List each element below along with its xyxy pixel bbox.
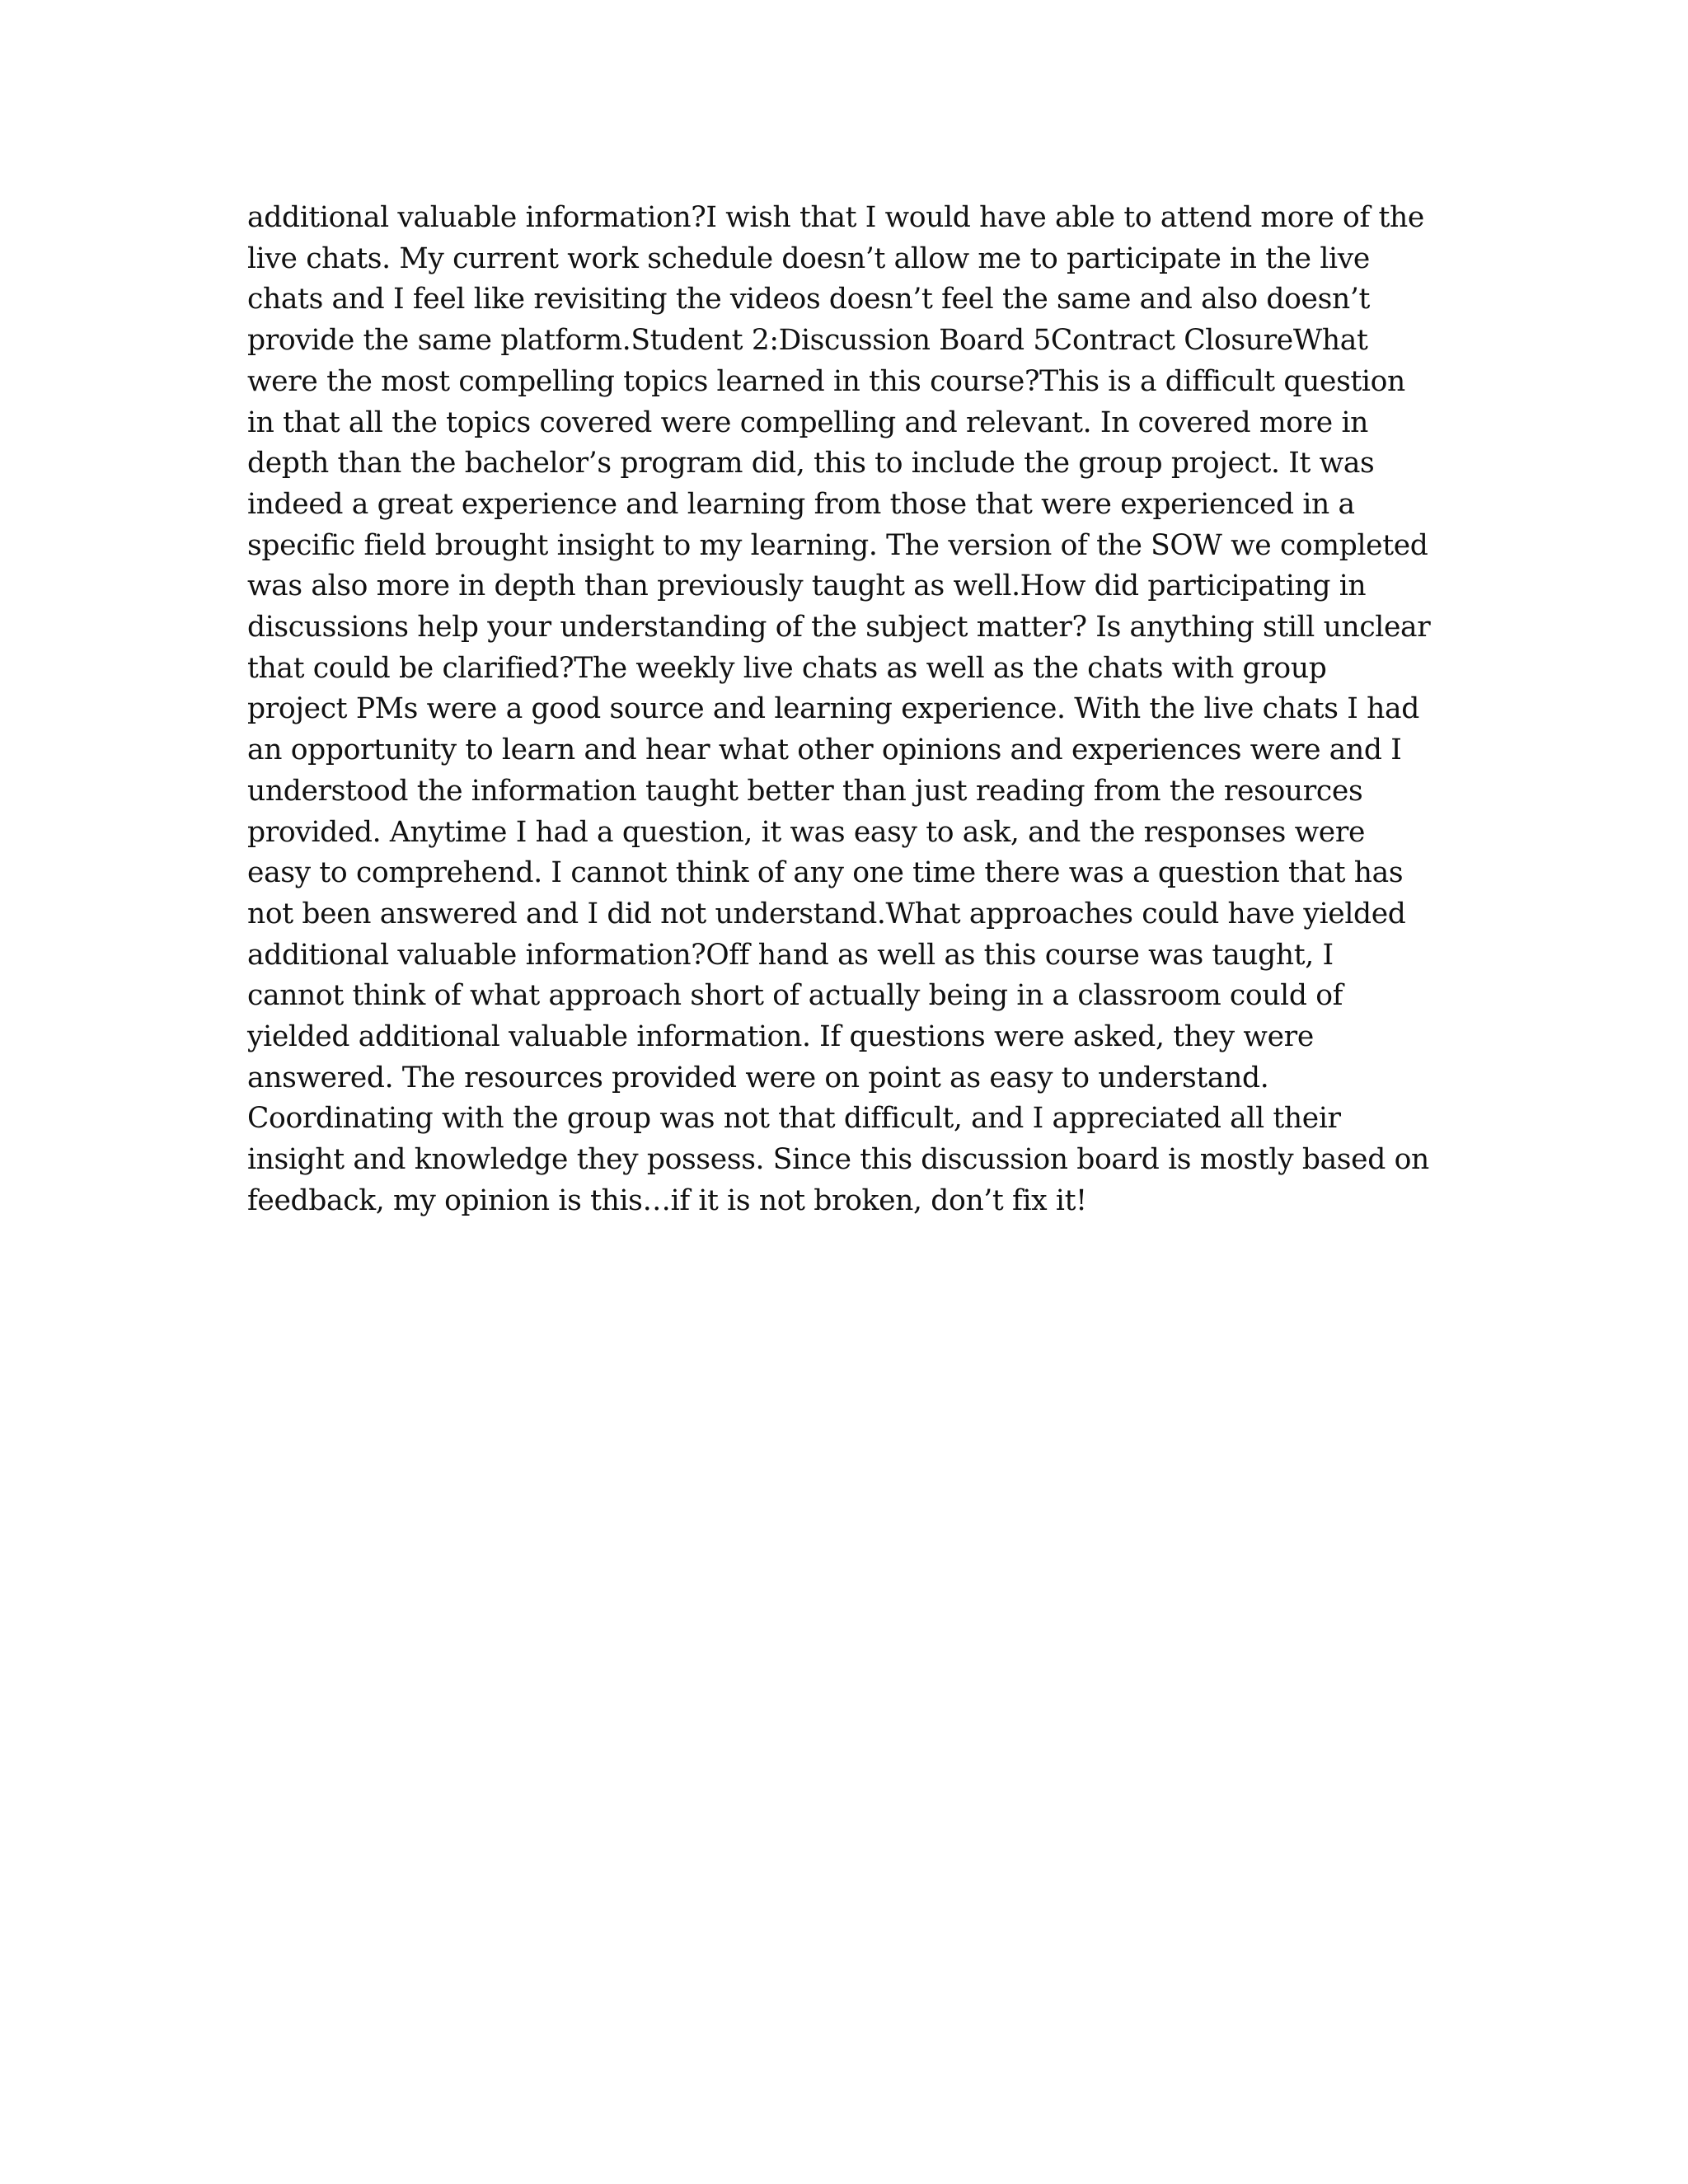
body-paragraph: additional valuable information?I wish that I would have able to attend more of the live chats. My current work schedule doesn’t allow me to participate in the live chats and I feel like revisiting the videos doesn’t feel the same and also doesn’t provide the same platform.Student 2:Discussion Board 5Contract ClosureWhat were the most compelling topics learned in this course?This is a difficult question in that all the topics covered were compelling and relevant. In covered more in depth than the bachelor’s program did, this to include the group project. It was indeed a great experience and learning from those that were experienced in a specific field brought insight to my learning. The version of the SOW we completed was also more in depth than previously taught as well.How did participating in discussions help your understanding of the subject matter? Is anything still unclear that could be clarified?The weekly live chats as well as the chats with group project PMs were a good source and learning experience. With the live chats I had an opportunity to learn and hear what other opinions and experiences were and I understood the information taught better than just reading from the resources provided. Anytime I had a question, it was easy to ask, and the responses were easy to comprehend. I cannot think of any one time there was a question that has not been answered and I did not understand.What approaches could have yielded additional valuable information?Off hand as well as this course was taught, I cannot think of what approach short of actually being in a classroom could of yielded additional valuable information. If questions were asked, they were answered. The resources provided were on point as easy to understand. Coordinating with the group was not that difficult, and I appreciated all their insight and knowledge they possess. Since this discussion board is mostly based on feedback, my opinion is this…if it is not broken, don’t fix it! xyxy=(247,201,1431,1217)
